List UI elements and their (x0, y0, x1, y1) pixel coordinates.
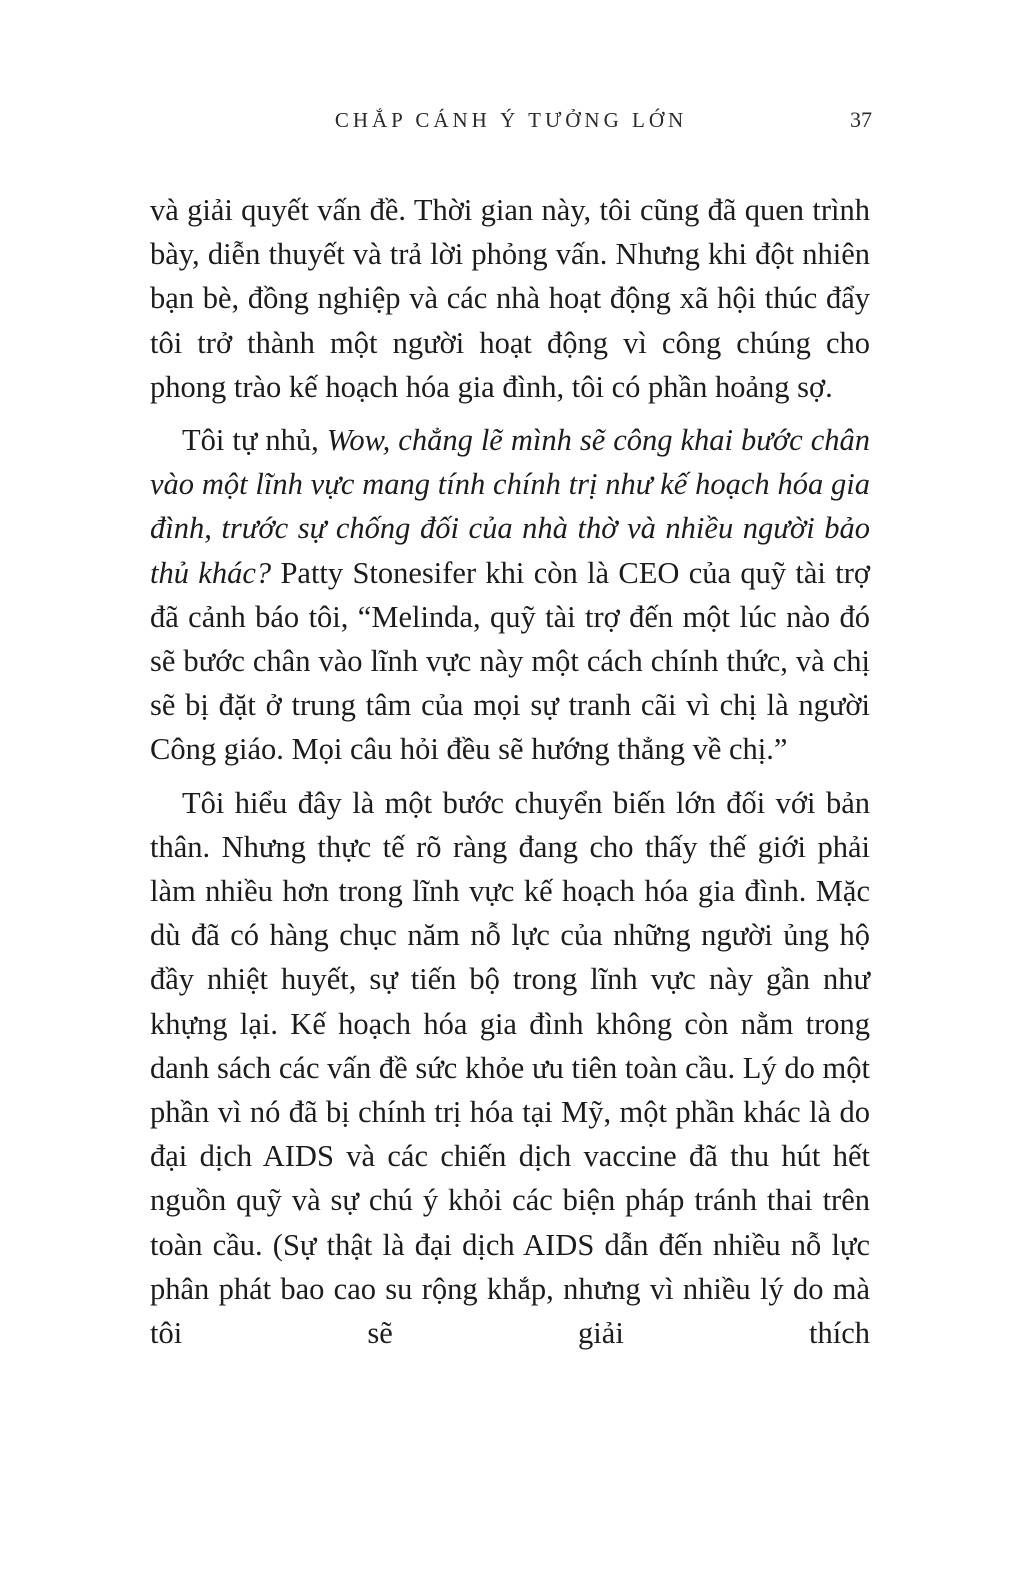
paragraph-2-italic-thought: Wow, chẳng lẽ mình sẽ công khai bước chân vào một lĩnh vực mang tính chính trị như kế hoạch hóa gia đình, trước sự chống đối của nhà thờ và nhiều người bảo thủ khác? (150, 423, 871, 590)
running-head (150, 105, 872, 135)
paragraph-2 (150, 418, 870, 772)
paragraph-1: và giải quyết vấn đề. Thời gian này, tôi cũng đã quen trình bày, diễn thuyết và trả lời phỏng vấn. Nhưng khi đột nhiên bạn bè, đồng nghiệp và các nhà hoạt động xã hội thúc đẩy tôi trở thành một người hoạt động vì công chúng cho phong trào kế hoạch hóa gia đình, tôi có phần hoảng sợ. (150, 193, 870, 404)
paragraph-2-start: Tôi tự nhủ, (182, 423, 327, 458)
body-text (150, 188, 870, 1364)
page-number: 37 (850, 107, 872, 132)
paragraph-2-end: Patty Stonesifer khi còn là CEO của quỹ tài trợ đã cảnh báo tôi, “Melinda, quỹ tài trợ đến một lúc nào đó sẽ bước chân vào lĩnh vực này một cách chính thức, và chị sẽ bị đặt ở trung tâm của mọi sự tranh cãi vì chị là người Công giáo. Mọi câu hỏi đều sẽ hướng thẳng về chị.” (150, 555, 870, 767)
running-title: CHẮP CÁNH Ý TƯỞNG LỚN (334, 108, 688, 132)
paragraph-3: Tôi hiểu đây là một bước chuyển biến lớn đối với bản thân. Nhưng thực tế rõ ràng đang cho thấy thế giới phải làm nhiều hơn trong lĩnh vực kế hoạch hóa gia đình. Mặc dù đã có hàng chục năm nỗ lực của những người ủng hộ đầy nhiệt huyết, sự tiến bộ trong lĩnh vực này gần như khựng lại. Kế hoạch hóa gia đình không còn nằm trong danh sách các vấn đề sức khỏe ưu tiên toàn cầu. Lý do một phần vì nó đã bị chính trị hóa tại Mỹ, một phần khác là do đại dịch AIDS và các chiến dịch vaccine đã thu hút hết nguồn quỹ và sự chú ý khỏi các biện pháp tránh thai trên toàn cầu. (Sự thật là đại dịch AIDS dẫn đến nhiều nỗ lực phân phát bao cao su rộng khắp, nhưng vì nhiều lý do mà tôi sẽ giải thích (150, 785, 870, 1351)
